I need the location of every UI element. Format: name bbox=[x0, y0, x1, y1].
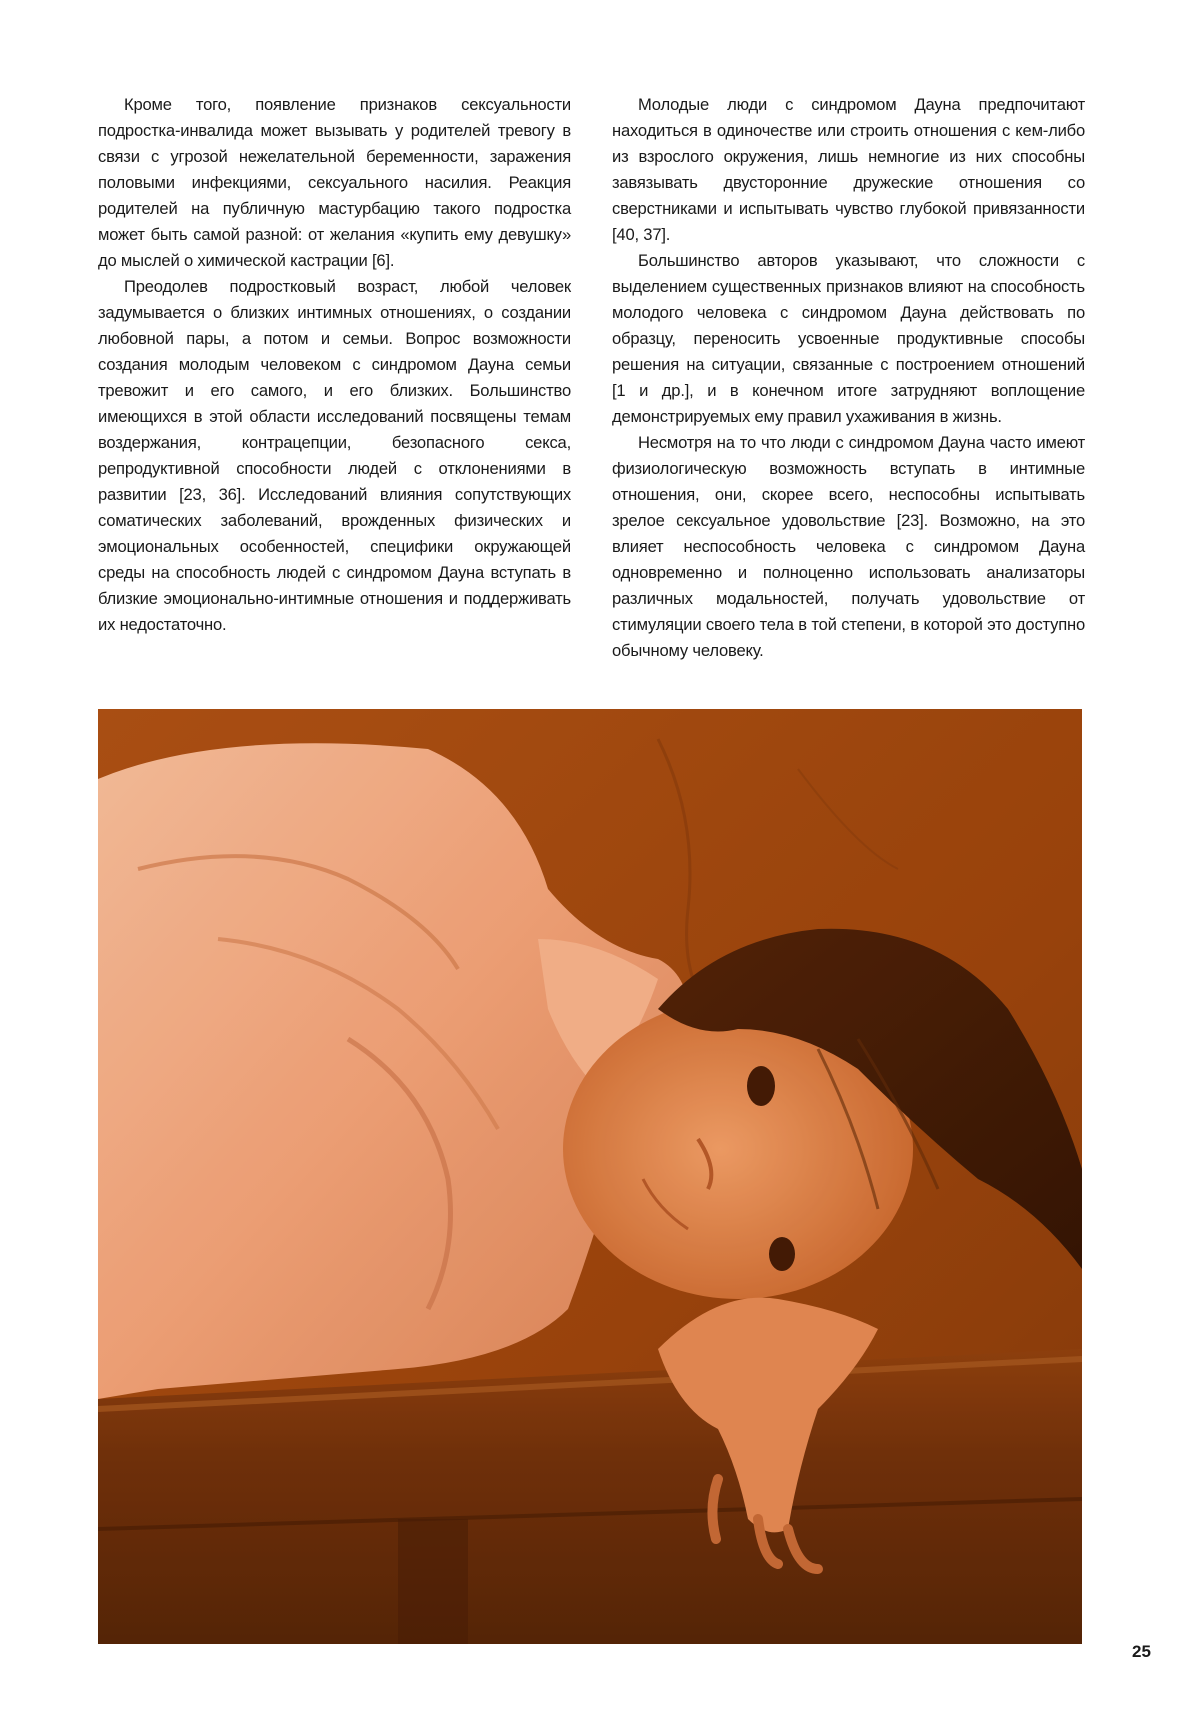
paragraph: Преодолев подростковый возраст, любой человек задумывается о близких интимных отношениях, о создании любовной пары, а потом и семьи. Вопрос возможности создания молодым человеком с синдромом Дауна семьи тревожит и его самого, и его близких. Большинство имеющихся в этой области исследований посвящены темам воздержания, контрацепции, безопасного секса, репродуктивной способности людей с отклонениями в развитии [23, 36]. Исследований влияния сопутствующих соматических заболеваний, врожденных физических и эмоциональных особенностей, специфики окружающей среды на способность людей с синдромом Дауна вступать в близкие эмоционально-интимные отношения и поддерживать их недостаточно. bbox=[98, 277, 571, 634]
photo-child-on-bench bbox=[98, 709, 1082, 1644]
paragraph: Несмотря на то что люди с синдромом Дауна часто имеют физиологическую возможность вступать в интимные отношения, они, скорее всего, неспособны испытывать зрелое сексуальное удовольствие [23]. Возможно, на это влияет неспособность человека с синдромом Дауна одновременно и полноценно использовать анализаторы различных модальностей, получать удовольствие от стимуляции своего тела в той степени, в которой это доступно обычному человеку. bbox=[612, 433, 1085, 660]
paragraph: Кроме того, появление признаков сексуальности подростка-инвалида может вызывать у родителей тревогу в связи с угрозой нежелательной беременности, заражения половыми инфекциями, сексуального насилия. Реакция родителей на публичную мастурбацию такого подростка может быть самой разной: от желания «купить ему девушку» до мыслей о химической кастрации [6]. bbox=[98, 95, 571, 270]
page-number: 25 bbox=[1132, 1642, 1151, 1661]
paragraph: Большинство авторов указывают, что сложности с выделением существенных признаков влияют на способность молодого человека с синдромом Дауна действовать по образцу, переносить усвоенные продуктивные способы решения на ситуации, связанные с построением отношений [1 и др.], и в конечном итоге затрудняют воплощение демонстрируемых ему правил ухаживания в жизнь. bbox=[612, 251, 1085, 426]
paragraph: Молодые люди с синдромом Дауна предпочитают находиться в одиночестве или строить отношения с кем-либо из взрослого окружения, лишь немногие из них способны завязывать двусторонние дружеские отношения со сверстниками и испытывать чувство глубокой привязанности [40, 37]. bbox=[612, 95, 1085, 244]
photo-illustration bbox=[98, 709, 1082, 1644]
right-text-column bbox=[612, 92, 1085, 664]
left-text-column bbox=[98, 92, 571, 638]
